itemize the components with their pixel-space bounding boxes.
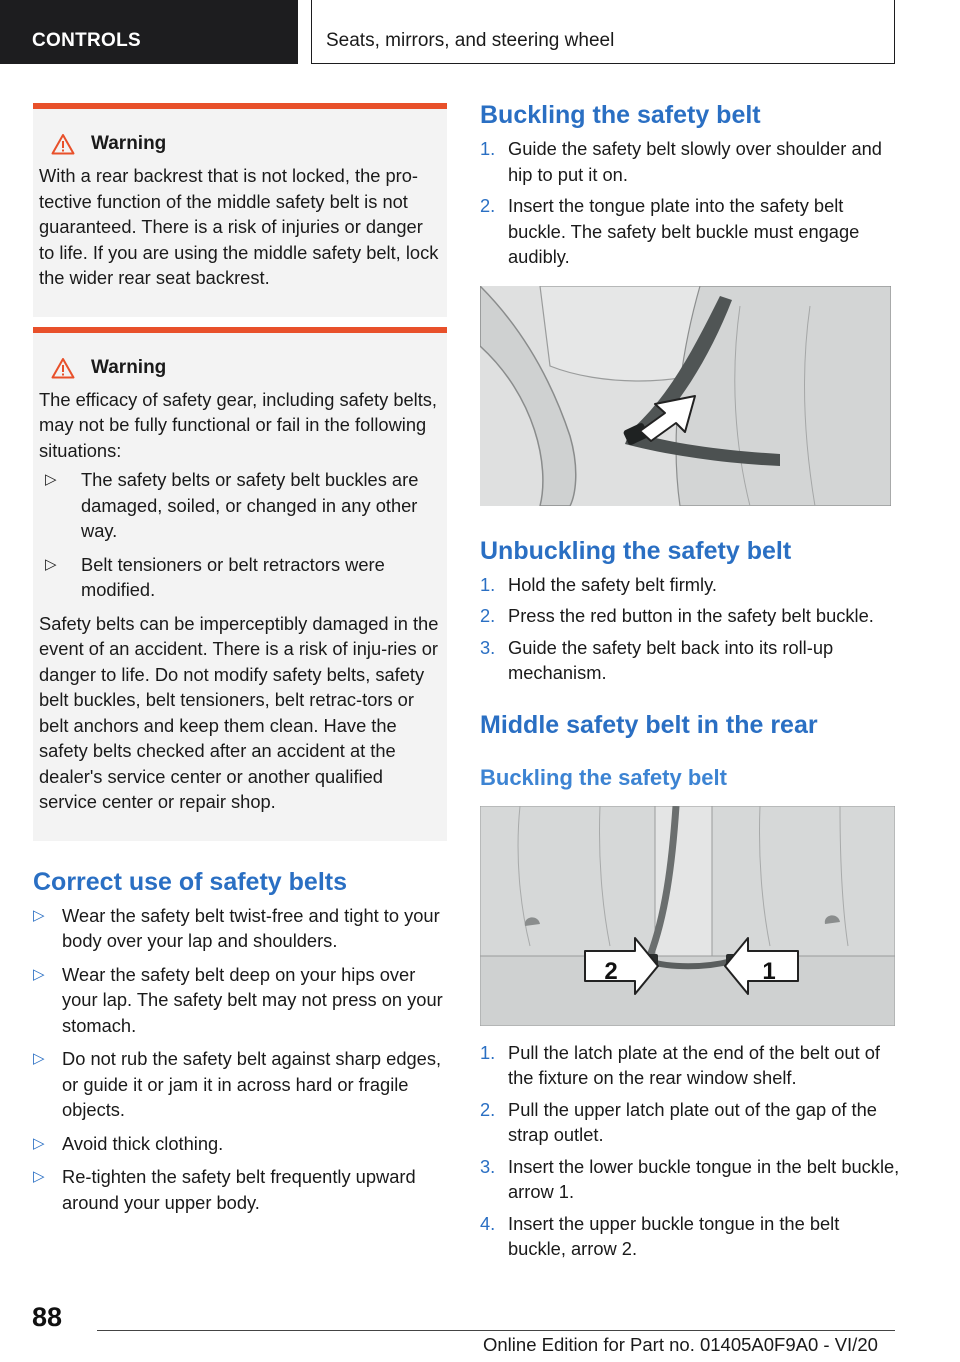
page-number: 88 [32,1302,63,1332]
subsection-heading-buckling: Buckling the safety belt [480,764,727,790]
list-item: 1. Hold the safety belt firmly. [480,573,717,595]
list-item: ▷ Do not rub the safety belt against sharp edges, or guide it or jam it in across hard or fragile objects. [33,1048,442,1120]
middle-belt-steps [480,1040,900,1262]
arrow-label-1: 1 [762,957,776,985]
triangle-bullet-icon: ▷ [33,1134,45,1152]
left-column [33,103,447,1223]
warning-outro: Safety belts can be imperceptibly damaged in the event of an accident. There is a risk of inju-ries or danger to life. Do not modify safety belts, safety belt buckles, belt tensioners, belt retrac-tors or belt anchors and keep them clean. Have the safety belts checked after an accident at the dealer's service center or another qualified service center or repair shop. [39,612,439,812]
middle-belt-illustration [480,806,895,1026]
triangle-bullet-icon: ▷ [45,555,57,573]
list-item: ▷ The safety belts or safety belt buckles are damaged, soiled, or changed in any other way. [45,469,419,541]
list-item: ▷ Avoid thick clothing. [33,1131,447,1157]
edition-info: Online Edition for Part no. 01405A0F9A0 - VI/20 [483,1334,878,1355]
unbuckling-steps [480,572,900,686]
list-item: 2. Insert the tongue plate into the safety belt buckle. The safety belt buckle must engage audibly. [480,195,860,267]
list-item: ▷ Re-tighten the safety belt frequently upward around your upper body. [33,1166,416,1213]
list-item: 2. Pull the upper latch plate out of the gap of the strap outlet. [480,1098,877,1145]
warning-triangle-icon [51,357,75,379]
list-item: ▷ Wear the safety belt deep on your hips over your lap. The safety belt may not press on your stomach. [33,963,443,1036]
list-item: ▷ Wear the safety belt twist-free and tight to your body over your lap and shoulders. [33,904,440,951]
warning-intro: The efficacy of safety gear, including safety belts, may not be fully functional or fail in the following situations: [39,388,438,461]
section-heading-buckling: Buckling the safety belt [480,101,761,129]
section-heading-correct-use: Correct use of safety belts [33,867,347,896]
list-item: ▷ Belt tensioners or belt retractors were modified. [45,553,385,600]
warning-title: Warning [91,356,167,378]
correct-use-list [33,903,447,1216]
warning-text: With a rear backrest that is not locked, the pro-tective function of the middle safety belt is not guaranteed. There is a risk of injuries or danger to life. If you are using the middle safety belt, lock the wider rear seat backrest. [39,165,439,288]
rear-seat-belt-image [480,806,895,1026]
footer-divider [97,1330,895,1331]
list-item: 3. Guide the safety belt back into its roll-up mechanism. [480,636,834,683]
list-item: 1. Pull the latch plate at the end of the belt out of the fixture on the rear window shelf. [480,1041,880,1088]
warning-box-2 [33,327,447,841]
list-item: 2. Press the red button in the safety belt buckle. [480,605,874,626]
list-item: 3. Insert the lower buckle tongue in the belt buckle, arrow 1. [480,1155,900,1202]
triangle-bullet-icon: ▷ [33,1168,45,1185]
chapter-tab [311,0,895,64]
buckling-illustration [480,286,891,506]
section-heading-middle-belt: Middle safety belt in the rear [480,710,818,739]
warning-title: Warning [91,133,167,154]
section-heading-unbuckling: Unbuckling the safety belt [480,536,792,565]
triangle-bullet-icon: ▷ [33,1050,45,1067]
list-item: 1. Guide the safety belt slowly over shoulder and hip to put it on. [480,138,882,185]
buckling-steps [480,136,900,270]
triangle-bullet-icon: ▷ [33,906,45,924]
warning-triangle-icon [51,133,75,155]
list-item: 4. Insert the upper buckle tongue in the belt buckle, arrow 2. [480,1212,840,1259]
triangle-bullet-icon: ▷ [33,965,45,983]
warning-heading [51,133,441,155]
triangle-bullet-icon: ▷ [45,471,57,488]
warning-box-1 [33,103,447,317]
right-column [480,100,900,1268]
chapter-title: Seats, mirrors, and steering wheel [326,30,615,51]
section-tab [0,0,298,64]
seat-belt-buckle-image [480,286,891,506]
section-title: CONTROLS [32,30,142,51]
arrow-label-2: 2 [604,957,618,985]
warning-heading [51,357,441,379]
warning-list [39,467,441,603]
